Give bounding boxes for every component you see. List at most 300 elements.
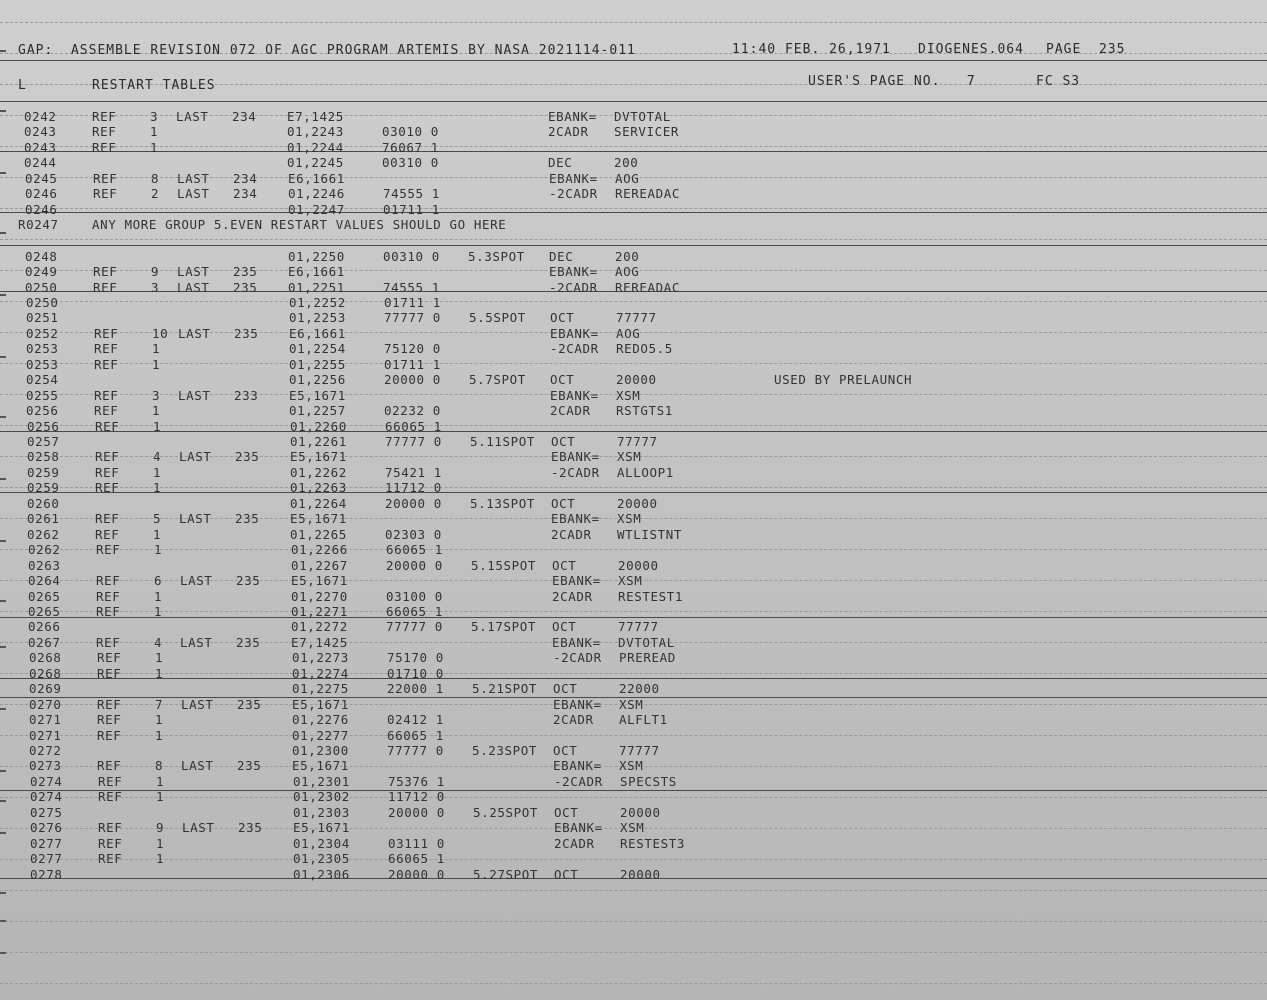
line-number: 0256 — [27, 418, 60, 434]
octal-word: 03100 0 — [386, 588, 443, 604]
ref-count: 5 — [153, 511, 162, 527]
ref-count: 1 — [154, 588, 163, 604]
ref-count: 9 — [151, 264, 160, 280]
address: 01,2263 — [290, 480, 347, 496]
line-number: 0246 — [25, 201, 58, 217]
margin-tick — [0, 478, 6, 480]
line-number: 0269 — [29, 681, 62, 697]
faint-rule — [0, 425, 1267, 426]
ref-keyword: REF — [98, 789, 123, 805]
opcode: 2CADR — [554, 835, 595, 851]
ref-count: 8 — [151, 170, 160, 186]
faint-rule — [0, 301, 1267, 302]
line-number: 0263 — [28, 557, 61, 573]
ref-keyword: REF — [96, 542, 121, 558]
solid-rule — [0, 678, 1267, 679]
assembly-machine: DIOGENES.064 — [918, 42, 1024, 57]
operand: 20000 — [616, 372, 657, 388]
octal-word: 01711 1 — [384, 294, 441, 310]
opcode: 2CADR — [552, 588, 593, 604]
operand: 20000 — [618, 557, 659, 573]
ref-count: 1 — [155, 650, 164, 666]
operand: XSM — [617, 449, 642, 465]
ref-count: 6 — [154, 573, 163, 589]
ref-count: 1 — [150, 124, 159, 140]
ref-keyword: REF — [96, 588, 121, 604]
margin-tick — [0, 952, 6, 954]
octal-word: 66065 1 — [386, 542, 443, 558]
ref-keyword: REF — [95, 449, 120, 465]
opcode: -2CADR — [549, 279, 598, 295]
operand: ALLOOP1 — [617, 464, 674, 480]
ref-keyword: REF — [97, 727, 122, 743]
line-number: 0255 — [26, 387, 59, 403]
last-keyword: LAST — [177, 279, 210, 295]
ref-count: 1 — [155, 727, 164, 743]
ref-count: 1 — [150, 139, 159, 155]
margin-tick — [0, 110, 6, 112]
address: 01,2300 — [292, 743, 349, 758]
address: 01,2305 — [293, 851, 350, 867]
ref-count: 1 — [153, 418, 162, 434]
line-number: 0243 — [24, 139, 57, 155]
ref-keyword: REF — [92, 109, 117, 124]
address: 01,2277 — [292, 727, 349, 743]
address: 01,2273 — [292, 650, 349, 666]
margin-tick — [0, 892, 6, 894]
ref-keyword: REF — [93, 264, 118, 280]
line-number: 0245 — [25, 170, 58, 186]
faint-rule — [0, 673, 1267, 674]
line-number: 0256 — [26, 403, 59, 419]
opcode: 2CADR — [548, 124, 589, 140]
address: 01,2264 — [290, 495, 347, 511]
ref-keyword: REF — [98, 773, 123, 789]
opcode: DEC — [549, 248, 574, 264]
operand: 200 — [614, 155, 639, 171]
operand: XSM — [620, 820, 645, 836]
address: 01,2246 — [288, 186, 345, 202]
label-tag: 5.21SPOT — [472, 681, 538, 697]
label-tag: 5.13SPOT — [470, 495, 536, 511]
faint-rule — [0, 890, 1267, 891]
label-tag: 5.23SPOT — [472, 743, 538, 758]
solid-rule — [0, 790, 1267, 791]
opcode: OCT — [554, 804, 579, 820]
label-tag: 5.17SPOT — [471, 619, 537, 635]
octal-word: 66065 1 — [385, 418, 442, 434]
line-number: 0270 — [29, 696, 62, 712]
address: 01,2275 — [292, 681, 349, 697]
line-number: 0246 — [25, 186, 58, 202]
line-number: 0254 — [26, 372, 59, 388]
octal-word: 20000 0 — [388, 866, 445, 882]
label-tag: 5.5SPOT — [469, 310, 526, 326]
address: 01,2267 — [291, 557, 348, 573]
octal-word: 11712 0 — [385, 480, 442, 496]
address: 01,2244 — [287, 139, 344, 155]
operand: XSM — [619, 758, 644, 774]
octal-word: 02303 0 — [385, 526, 442, 542]
ref-keyword: REF — [98, 820, 123, 836]
ref-keyword: REF — [95, 464, 120, 480]
line-number: 0266 — [28, 619, 61, 635]
opcode: OCT — [552, 619, 577, 635]
operand: SERVICER — [614, 124, 680, 140]
solid-rule — [0, 617, 1267, 618]
ref-keyword: REF — [92, 124, 117, 140]
address: E6,1661 — [289, 325, 346, 341]
ref-count: 7 — [155, 696, 164, 712]
faint-rule — [0, 921, 1267, 922]
operand: 22000 — [619, 681, 660, 697]
opcode: OCT — [550, 372, 575, 388]
operand: 200 — [615, 248, 640, 264]
octal-word: 74555 1 — [383, 279, 440, 295]
last-page: 235 — [236, 634, 261, 650]
remark: USED BY PRELAUNCH — [774, 372, 913, 388]
operand: 77777 — [617, 434, 658, 449]
ref-count: 1 — [152, 356, 161, 372]
ref-keyword: REF — [97, 712, 122, 728]
address: E7,1425 — [291, 634, 348, 650]
last-keyword: LAST — [179, 449, 212, 465]
operand: REREADAC — [615, 279, 681, 295]
last-page: 235 — [237, 758, 262, 774]
opcode: DEC — [548, 155, 573, 171]
margin-tick — [0, 172, 6, 174]
address: 01,2260 — [290, 418, 347, 434]
octal-word: 77777 0 — [387, 743, 444, 758]
line-number: 0275 — [30, 804, 63, 820]
address: E5,1671 — [291, 573, 348, 589]
line-number: 0260 — [27, 495, 60, 511]
octal-word: 66065 1 — [387, 727, 444, 743]
last-keyword: LAST — [177, 170, 210, 186]
ref-keyword: REF — [94, 341, 119, 357]
octal-word: 01711 1 — [384, 356, 441, 372]
address: E5,1671 — [292, 696, 349, 712]
octal-word: 76067 1 — [382, 139, 439, 155]
octal-word: 01711 1 — [383, 201, 440, 217]
opcode: -2CADR — [553, 650, 602, 666]
label-tag: 5.7SPOT — [469, 372, 526, 388]
ref-keyword: REF — [95, 526, 120, 542]
last-page: 235 — [233, 279, 258, 295]
ref-keyword: REF — [92, 139, 117, 155]
ref-keyword: REF — [95, 480, 120, 496]
line-number: 0259 — [27, 464, 60, 480]
solid-rule — [0, 212, 1267, 213]
section-mark: L — [18, 78, 27, 93]
ref-keyword: REF — [94, 387, 119, 403]
ref-keyword: REF — [97, 650, 122, 666]
address: 01,2274 — [292, 665, 349, 681]
octal-word: 75170 0 — [387, 650, 444, 666]
octal-word: 20000 0 — [384, 372, 441, 388]
ref-keyword: REF — [96, 634, 121, 650]
operand: AOG — [615, 264, 640, 280]
octal-word: 20000 0 — [388, 804, 445, 820]
label-tag: 5.3SPOT — [468, 248, 525, 264]
opcode: EBANK= — [553, 696, 602, 712]
operand: 20000 — [620, 804, 661, 820]
solid-rule — [0, 492, 1267, 493]
line-number: 0264 — [28, 573, 61, 589]
line-number: 0249 — [25, 264, 58, 280]
margin-tick — [0, 356, 6, 358]
operand: DVTOTAL — [618, 634, 675, 650]
ref-keyword: REF — [97, 665, 122, 681]
ref-keyword: REF — [96, 603, 121, 619]
ref-count: 1 — [153, 464, 162, 480]
faint-rule — [0, 611, 1267, 612]
line-number: 0251 — [26, 310, 59, 326]
line-number: 0250 — [25, 279, 58, 295]
ref-count: 1 — [152, 341, 161, 357]
opcode: EBANK= — [553, 758, 602, 774]
opcode: EBANK= — [552, 573, 601, 589]
line-number: 0272 — [29, 743, 62, 758]
opcode: OCT — [552, 557, 577, 573]
opcode: OCT — [553, 681, 578, 697]
last-page: 233 — [234, 387, 259, 403]
faint-rule — [0, 487, 1267, 488]
address: 01,2302 — [293, 789, 350, 805]
operand: AOG — [615, 170, 640, 186]
address: E7,1425 — [287, 109, 344, 124]
ref-count: 3 — [150, 109, 159, 124]
address: 01,2304 — [293, 835, 350, 851]
faint-rule — [0, 983, 1267, 984]
ref-count: 1 — [153, 526, 162, 542]
octal-word: 20000 0 — [386, 557, 443, 573]
octal-word: 75421 1 — [385, 464, 442, 480]
solid-rule — [0, 60, 1267, 61]
octal-word: 20000 0 — [385, 495, 442, 511]
faint-rule — [0, 797, 1267, 798]
octal-word: 75120 0 — [384, 341, 441, 357]
comment-text: ANY MORE GROUP 5.EVEN RESTART VALUES SHOULD GO HERE — [92, 217, 507, 233]
operand: RESTEST3 — [620, 835, 686, 851]
last-keyword: LAST — [179, 511, 212, 527]
margin-tick — [0, 770, 6, 772]
line-number: 0258 — [27, 449, 60, 465]
margin-tick — [0, 800, 6, 802]
opcode: -2CADR — [554, 773, 603, 789]
ref-keyword: REF — [93, 186, 118, 202]
line-number: 0262 — [28, 542, 61, 558]
address: 01,2261 — [290, 434, 347, 449]
section-title: RESTART TABLES — [92, 78, 216, 93]
line-number: 0274 — [30, 773, 63, 789]
assembly-timestamp: 11:40 FEB. 26,1971 — [732, 42, 891, 57]
operand: 20000 — [620, 866, 661, 882]
opcode: EBANK= — [550, 325, 599, 341]
line-number: 0276 — [30, 820, 63, 836]
address: 01,2243 — [287, 124, 344, 140]
operand: XSM — [617, 511, 642, 527]
ref-keyword: REF — [94, 325, 119, 341]
margin-tick — [0, 708, 6, 710]
opcode: -2CADR — [550, 341, 599, 357]
address: 01,2253 — [289, 310, 346, 326]
operand: XSM — [619, 696, 644, 712]
octal-word: 00310 0 — [383, 248, 440, 264]
address: 01,2272 — [291, 619, 348, 635]
ref-count: 2 — [151, 186, 160, 202]
page-number: PAGE 235 — [1046, 42, 1126, 57]
last-keyword: LAST — [178, 387, 211, 403]
opcode: 2CADR — [550, 403, 591, 419]
address: E5,1671 — [289, 387, 346, 403]
address: E6,1661 — [288, 170, 345, 186]
opcode: EBANK= — [548, 109, 597, 124]
line-number: 0277 — [30, 851, 63, 867]
solid-rule — [0, 101, 1267, 102]
solid-rule — [0, 151, 1267, 152]
line-number: 0243 — [24, 124, 57, 140]
address: 01,2270 — [291, 588, 348, 604]
opcode: EBANK= — [551, 511, 600, 527]
octal-word: 77777 0 — [384, 310, 441, 326]
ref-count: 4 — [154, 634, 163, 650]
faint-rule — [0, 859, 1267, 860]
address: 01,2256 — [289, 372, 346, 388]
ref-count: 1 — [155, 712, 164, 728]
line-number: 0268 — [29, 650, 62, 666]
octal-word: 75376 1 — [388, 773, 445, 789]
last-keyword: LAST — [180, 634, 213, 650]
ref-count: 1 — [154, 603, 163, 619]
octal-word: 03010 0 — [382, 124, 439, 140]
octal-word: 03111 0 — [388, 835, 445, 851]
operand: 77777 — [616, 310, 657, 326]
users-page-number: USER'S PAGE NO. 7 — [808, 74, 976, 89]
line-number: 0250 — [26, 294, 59, 310]
last-page: 235 — [238, 820, 263, 836]
faint-rule — [0, 363, 1267, 364]
opcode: EBANK= — [551, 449, 600, 465]
line-number: 0261 — [27, 511, 60, 527]
margin-tick — [0, 646, 6, 648]
label-tag: 5.25SPOT — [473, 804, 539, 820]
octal-word: 66065 1 — [386, 603, 443, 619]
ref-keyword: REF — [94, 403, 119, 419]
margin-tick — [0, 600, 6, 602]
line-number: 0265 — [28, 603, 61, 619]
line-number: 0252 — [26, 325, 59, 341]
address: 01,2247 — [288, 201, 345, 217]
operand: 77777 — [618, 619, 659, 635]
octal-word: 77777 0 — [386, 619, 443, 635]
ref-keyword: REF — [95, 418, 120, 434]
opcode: EBANK= — [550, 387, 599, 403]
line-number: 0253 — [26, 341, 59, 357]
line-number: 0278 — [30, 866, 63, 882]
octal-word: 22000 1 — [387, 681, 444, 697]
ref-count: 1 — [152, 403, 161, 419]
last-keyword: LAST — [177, 186, 210, 202]
opcode: -2CADR — [551, 464, 600, 480]
address: 01,2254 — [289, 341, 346, 357]
address: E5,1671 — [290, 449, 347, 465]
operand: ALFLT1 — [619, 712, 668, 728]
margin-tick — [0, 50, 6, 52]
last-page: 235 — [234, 325, 259, 341]
line-number: 0277 — [30, 835, 63, 851]
faint-rule — [0, 952, 1267, 953]
line-number: R0247 — [18, 217, 59, 233]
address: 01,2252 — [289, 294, 346, 310]
line-number: 0268 — [29, 665, 62, 681]
operand: WTLISTNT — [617, 526, 683, 542]
line-number: 0273 — [29, 758, 62, 774]
ref-keyword: REF — [98, 851, 123, 867]
label-tag: 5.11SPOT — [470, 434, 536, 449]
ref-keyword: REF — [93, 170, 118, 186]
last-page: 234 — [233, 170, 258, 186]
line-number: 0242 — [24, 109, 57, 124]
ref-count: 1 — [156, 773, 165, 789]
operand: REREADAC — [615, 186, 681, 202]
last-page: 234 — [232, 109, 257, 124]
address: 01,2245 — [287, 155, 344, 171]
margin-tick — [0, 416, 6, 418]
octal-word: 66065 1 — [388, 851, 445, 867]
line-number: 0271 — [29, 727, 62, 743]
user-suffix: FC S3 — [1036, 74, 1081, 89]
line-number: 0257 — [27, 434, 60, 449]
address: 01,2251 — [288, 279, 345, 295]
line-number: 0267 — [28, 634, 61, 650]
faint-rule — [0, 208, 1267, 209]
line-number: 0262 — [27, 526, 60, 542]
assembly-title: GAP: ASSEMBLE REVISION 072 OF AGC PROGRAM ARTEMIS BY NASA 2021114-011 — [18, 43, 636, 58]
opcode: EBANK= — [552, 634, 601, 650]
octal-word: 02232 0 — [384, 403, 441, 419]
margin-tick — [0, 232, 6, 234]
operand: SPECSTS — [620, 773, 677, 789]
operand: DVTOTAL — [614, 109, 671, 124]
ref-count: 4 — [153, 449, 162, 465]
last-keyword: LAST — [178, 325, 211, 341]
solid-rule — [0, 431, 1267, 432]
ref-keyword: REF — [97, 758, 122, 774]
operand: REDO5.5 — [616, 341, 673, 357]
opcode: OCT — [554, 866, 579, 882]
solid-rule — [0, 245, 1267, 246]
opcode: 2CADR — [553, 712, 594, 728]
last-keyword: LAST — [180, 573, 213, 589]
margin-tick — [0, 920, 6, 922]
opcode: OCT — [553, 743, 578, 758]
octal-word: 01710 0 — [387, 665, 444, 681]
last-keyword: LAST — [176, 109, 209, 124]
ref-count: 1 — [156, 835, 165, 851]
ref-keyword: REF — [95, 511, 120, 527]
address: 01,2301 — [293, 773, 350, 789]
address: 01,2250 — [288, 248, 345, 264]
ref-count: 3 — [151, 279, 160, 295]
address: E6,1661 — [288, 264, 345, 280]
operand: RESTEST1 — [618, 588, 684, 604]
ref-count: 1 — [156, 851, 165, 867]
ref-count: 1 — [155, 665, 164, 681]
line-number: 0271 — [29, 712, 62, 728]
address: 01,2271 — [291, 603, 348, 619]
address: 01,2266 — [291, 542, 348, 558]
